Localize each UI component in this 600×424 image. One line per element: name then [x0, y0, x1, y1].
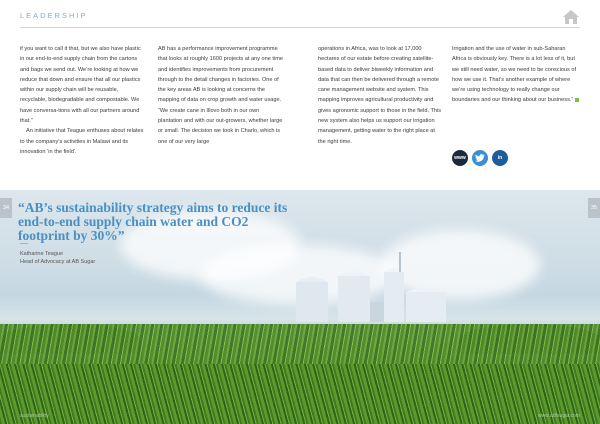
linkedin-icon[interactable]: in	[492, 150, 508, 166]
column-1	[20, 44, 145, 157]
column-1-paragraph-1: if you want to call it that, but we also have plastic in our end-to-end supply chain from the cartons and bags we send out. We’re looking at how we reduce that down and ensure that all our plastics within our supply chain will be reusable, recyclable, biodegradable and compostable. We have conversa-tions with all our partners around that.”	[20, 46, 141, 125]
home-icon[interactable]	[562, 9, 580, 25]
page-number-left: 34	[0, 198, 12, 218]
grass-front	[0, 364, 600, 424]
column-4	[452, 44, 580, 106]
column-4-text: Irrigation and the use of water in sub-Saharan Africa is obviously key. There is a lot less of it, but we still need water, so we need to be conscious of how we use it. That’s another example of where we’re using technology to really change our boundaries and our thinking about our business.”	[452, 46, 577, 104]
footer-right: www.abfsugar.com	[538, 413, 580, 419]
footer-left: sustainability	[20, 413, 49, 419]
column-2	[158, 44, 283, 147]
page-number-right: 35	[588, 198, 600, 218]
quote-divider	[20, 243, 28, 244]
header-rule	[20, 27, 580, 28]
quote-author-role: Head of Advocacy at AB Sugar	[20, 259, 96, 265]
factory-buildings	[290, 252, 460, 332]
column-2-paragraph-1: AB has a performance improvement programme that looks at roughly 1600 projects at any one time and identifies improvements from procurement through to the detail changes in factories. One of the key areas AB is looking at concerns the mapping of data on crop growth and water usage. “We create cane in Illovo both in our own plantation and with our out-growers, whether large or small. The decision we took in Charlo, which is one of our very large	[158, 46, 284, 145]
twitter-icon[interactable]	[472, 150, 488, 166]
column-1-paragraph-2: An initiative that Teague enthuses about relates to the company’s activities in Malawi and its innovation ‘in the field’.	[20, 128, 144, 155]
header-section-label: LEADERSHIP	[20, 11, 88, 20]
quote-author-name: Katharine Teague	[20, 251, 64, 257]
column-4-paragraph-1	[452, 44, 580, 106]
website-icon[interactable]: www	[452, 150, 468, 166]
social-links	[452, 150, 508, 166]
column-3-paragraph-1: operations in Africa, was to look at 17,000 hectares of our estate before creating satellite-based data to deliver biweekly information and data that can then be delivered through a remote cane management website and system. This mapping improves agricultural productivity and gives agronomic support to those in the field. This new system also helps us support our irrigation management, getting water to the right place at the right time.	[318, 46, 442, 145]
pull-quote: “AB’s sustainability strategy aims to reduce its end-to-end supply chain water and CO2 footprint by 30%”	[18, 200, 288, 243]
end-mark-icon	[575, 98, 579, 102]
column-3	[318, 44, 443, 147]
